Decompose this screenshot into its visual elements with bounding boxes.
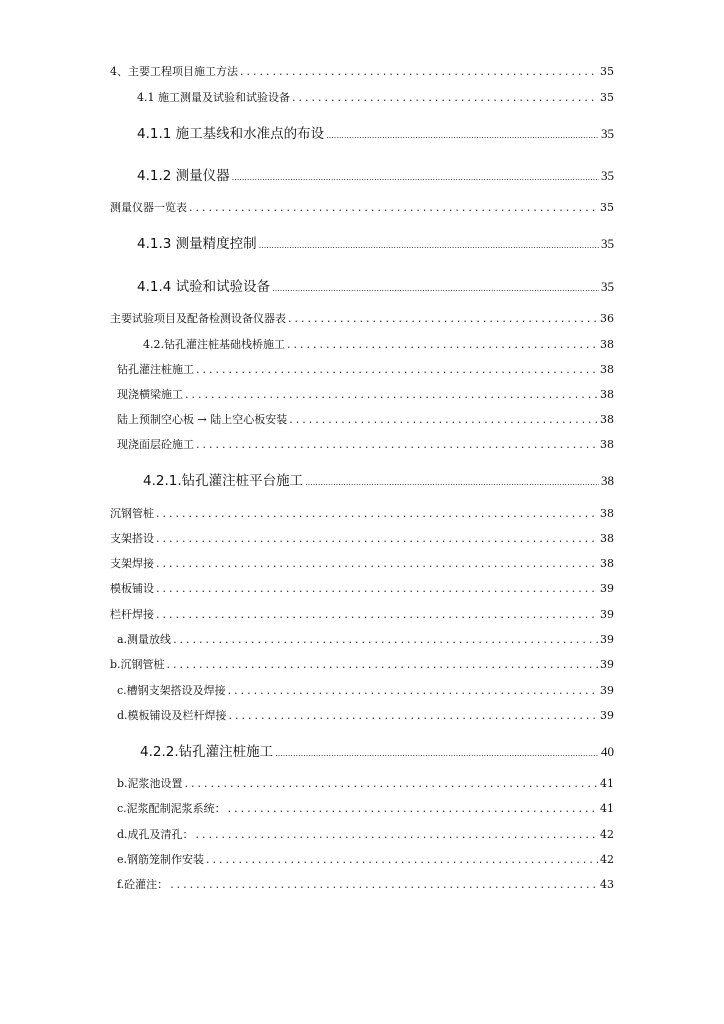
toc-entry[interactable] (140, 740, 614, 760)
toc-leader (292, 91, 598, 104)
toc-leader (228, 684, 598, 697)
toc-entry-label: 现浇横梁施工 (117, 388, 183, 401)
toc-leader (156, 608, 598, 621)
toc-entry-page: 39 (600, 684, 614, 697)
toc-leader (170, 878, 598, 891)
toc-entry-page: 35 (600, 201, 614, 214)
toc-entry[interactable] (143, 469, 614, 489)
toc-entry-page: 41 (600, 802, 614, 815)
toc-entry-label: 4.1 施工测量及试验和试验设备 (137, 91, 290, 104)
toc-entry[interactable] (117, 826, 614, 842)
toc-entry-label: c.泥浆配制泥浆系统： (117, 802, 226, 815)
toc-entry[interactable] (117, 411, 614, 427)
toc-entry[interactable] (117, 631, 614, 647)
toc-entry-page: 38 (600, 413, 614, 426)
toc-entry[interactable] (117, 386, 614, 402)
toc-entry-label: 沉钢管桩 (110, 507, 154, 520)
toc-entry-label: 4.2.2.钻孔灌注桩施工 (140, 744, 274, 760)
toc-leader (228, 802, 598, 815)
toc-entry[interactable] (110, 580, 614, 596)
toc-entry-label: 陆上预制空心板 → 陆上空心板安装 (117, 413, 288, 426)
toc-entry-label: 4、主要工程项目施工方法 (110, 65, 238, 78)
toc-entry[interactable] (110, 63, 614, 79)
toc-leader (196, 438, 598, 451)
toc-entry-label: 栏杆焊接 (110, 608, 154, 621)
toc-entry[interactable] (143, 336, 614, 352)
toc-entry-label: 主要试验项目及配备检测设备仪器表 (110, 312, 286, 325)
toc-entry-page: 39 (600, 658, 614, 671)
toc-leader (206, 853, 598, 866)
toc-entry-page: 41 (600, 777, 614, 790)
toc-entry-label: b.沉钢管桩 (110, 658, 165, 671)
toc-leader (196, 828, 598, 841)
toc-entry-page: 38 (600, 557, 614, 570)
toc-leader (185, 777, 598, 790)
toc-entry-label: 现浇面层砼施工 (117, 438, 194, 451)
toc-leader (185, 388, 598, 401)
toc-entry[interactable] (117, 851, 614, 867)
toc-entry-label: d.模板铺设及栏杆焊接 (117, 709, 227, 722)
toc-entry[interactable] (137, 275, 614, 295)
toc-entry-label: b.泥浆池设置 (117, 777, 183, 790)
toc-entry-label: c.槽钢支架搭设及焊接 (117, 684, 226, 697)
toc-entry-label: d.成孔及清孔： (117, 828, 194, 841)
toc-entry[interactable] (137, 122, 614, 142)
toc-entry-page: 35 (601, 279, 614, 294)
toc-entry-label: a.测量放线 (117, 633, 172, 646)
toc-entry[interactable] (117, 682, 614, 698)
toc-entry[interactable] (110, 656, 614, 672)
toc-entry-label: 4.2.1.钻孔灌注桩平台施工 (143, 473, 304, 489)
toc-entry-page: 38 (600, 363, 614, 376)
toc-entry-label: f.砼灌注： (117, 878, 169, 891)
toc-entry-page: 35 (601, 126, 614, 141)
toc-entry-page: 39 (600, 709, 614, 722)
toc-entry[interactable] (137, 164, 614, 184)
toc-entry[interactable] (117, 436, 614, 452)
toc-entry[interactable] (137, 232, 614, 252)
toc-leader (229, 709, 598, 722)
toc-leader (156, 557, 598, 570)
toc-entry[interactable] (110, 530, 614, 546)
toc-entry-page: 42 (600, 828, 614, 841)
toc-entry-page: 35 (600, 65, 614, 78)
toc-entry-page: 35 (601, 168, 614, 183)
toc-entry-label: 支架搭设 (110, 532, 154, 545)
toc-leader (287, 338, 598, 351)
toc-entry-page: 43 (600, 878, 614, 891)
toc-entry-label: 模板铺设 (110, 582, 154, 595)
toc-entry-label: 支架焊接 (110, 557, 154, 570)
toc-leader (189, 201, 598, 214)
toc-entry-page: 38 (600, 388, 614, 401)
toc-leader (232, 173, 599, 182)
toc-entry-label: e.钢筋笼制作安装 (117, 853, 205, 866)
toc-entry-page: 39 (600, 633, 614, 646)
toc-entry[interactable] (117, 361, 614, 377)
toc-leader (259, 241, 599, 250)
toc-entry-page: 39 (600, 608, 614, 621)
toc-entry-label: 4.1.4 试验和试验设备 (137, 279, 271, 295)
toc-entry-label: 4.1.1 施工基线和水准点的布设 (137, 126, 325, 142)
toc-leader (326, 131, 599, 140)
toc-leader (156, 532, 598, 545)
toc-entry-page: 38 (600, 338, 614, 351)
toc-entry-label: 钻孔灌注桩施工 (117, 363, 194, 376)
toc-entry[interactable] (117, 876, 614, 892)
toc-entry[interactable] (110, 505, 614, 521)
toc-entry[interactable] (110, 606, 614, 622)
toc-entry-page: 35 (600, 91, 614, 104)
toc-entry[interactable] (137, 89, 614, 105)
toc-leader (156, 507, 598, 520)
toc-entry-label: 测量仪器一览表 (110, 201, 187, 214)
toc-leader (288, 312, 598, 325)
toc-leader (173, 633, 598, 646)
toc-entry-label: 4.1.3 测量精度控制 (137, 236, 257, 252)
toc-entry-page: 42 (600, 853, 614, 866)
toc-entry[interactable] (110, 310, 614, 326)
toc-entry-page: 38 (600, 532, 614, 545)
toc-entry-page: 36 (600, 312, 614, 325)
toc-entry-label: 4.2.钻孔灌注桩基础栈桥施工 (143, 338, 285, 351)
toc-entry[interactable] (117, 800, 614, 816)
toc-leader (240, 65, 598, 78)
toc-leader (167, 658, 598, 671)
toc-entry-page: 35 (601, 236, 614, 251)
toc-entry[interactable] (110, 555, 614, 571)
toc-entry-page: 38 (600, 438, 614, 451)
toc-leader (305, 478, 599, 487)
toc-entry-page: 39 (600, 582, 614, 595)
toc-entry-page: 38 (600, 507, 614, 520)
toc-entry-page: 40 (601, 744, 614, 759)
toc-leader (272, 284, 599, 293)
toc-leader (275, 749, 599, 758)
toc-entry[interactable] (117, 707, 614, 723)
toc-leader (156, 582, 598, 595)
toc-leader (289, 413, 598, 426)
toc-entry[interactable] (117, 775, 614, 791)
toc-entry-label: 4.1.2 测量仪器 (137, 168, 230, 184)
toc-leader (196, 363, 598, 376)
toc-entry[interactable] (110, 199, 614, 215)
toc-entry-page: 38 (601, 473, 614, 488)
